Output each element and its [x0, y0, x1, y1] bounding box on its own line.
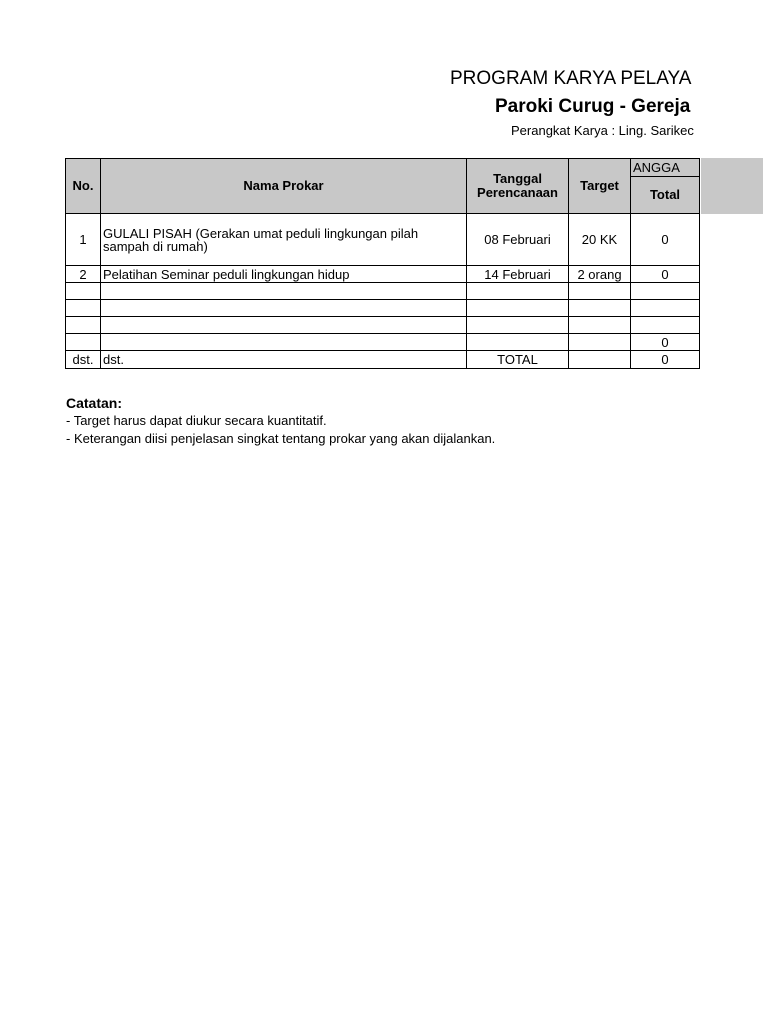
- table-row: [66, 266, 700, 283]
- table-row: [66, 300, 700, 317]
- cell-target[interactable]: [569, 334, 631, 351]
- document-title: PROGRAM KARYA PELAYA: [450, 68, 692, 89]
- note-line: - Target harus dapat diukur secara kuantitatif.: [66, 413, 327, 428]
- col-header-nama-prokar: Nama Prokar: [101, 159, 467, 214]
- cell-tanggal[interactable]: 14 Februari: [467, 266, 569, 283]
- grand-total[interactable]: 0: [631, 351, 700, 369]
- cell-nama-prokar[interactable]: [101, 283, 467, 300]
- cell-tanggal[interactable]: [467, 317, 569, 334]
- table-row: [66, 317, 700, 334]
- cell-nama-prokar[interactable]: [101, 300, 467, 317]
- total-label[interactable]: TOTAL: [467, 351, 569, 369]
- cell-target[interactable]: 2 orang: [569, 266, 631, 283]
- cell-tanggal[interactable]: [467, 283, 569, 300]
- cell-target[interactable]: [569, 317, 631, 334]
- cell-tanggal[interactable]: [467, 334, 569, 351]
- cell-nama-prokar[interactable]: [101, 317, 467, 334]
- col-header-target: Target: [569, 159, 631, 214]
- notes-heading: Catatan:: [66, 395, 123, 411]
- cell-tanggal[interactable]: [467, 300, 569, 317]
- cell-no[interactable]: 2: [66, 266, 101, 283]
- cell-tanggal[interactable]: 08 Februari: [467, 214, 569, 266]
- cell-nama-prokar[interactable]: [101, 334, 467, 351]
- parish-name: Paroki Curug - Gereja: [495, 96, 691, 117]
- cell-target[interactable]: 20 KK: [569, 214, 631, 266]
- cell-no[interactable]: dst.: [66, 351, 101, 369]
- cell-target[interactable]: [569, 351, 631, 369]
- notes-section: [66, 394, 495, 448]
- table-total-row: [66, 351, 700, 369]
- cell-total[interactable]: [631, 283, 700, 300]
- cell-no[interactable]: 1: [66, 214, 101, 266]
- cell-nama-prokar[interactable]: GULALI PISAH (Gerakan umat peduli lingkungan pilah sampah di rumah): [101, 214, 467, 266]
- cell-total[interactable]: 0: [631, 266, 700, 283]
- table-row: [66, 283, 700, 300]
- col-header-no: No.: [66, 159, 101, 214]
- col-header-anggaran: ANGGA: [631, 159, 700, 177]
- cell-total[interactable]: 0: [631, 334, 700, 351]
- cell-target[interactable]: [569, 283, 631, 300]
- program-table-container: [65, 158, 700, 369]
- cell-target[interactable]: [569, 300, 631, 317]
- col-header-total: Total: [631, 177, 700, 214]
- cell-nama-prokar[interactable]: dst.: [101, 351, 467, 369]
- table-row: [66, 214, 700, 266]
- note-line: - Keterangan diisi penjelasan singkat tentang prokar yang akan dijalankan.: [66, 431, 496, 446]
- cell-total[interactable]: 0: [631, 214, 700, 266]
- header-overflow-band: [701, 158, 763, 214]
- table-row: [66, 334, 700, 351]
- cell-no[interactable]: [66, 334, 101, 351]
- cell-no[interactable]: [66, 283, 101, 300]
- cell-nama-prokar[interactable]: Pelatihan Seminar peduli lingkungan hidup: [101, 266, 467, 283]
- cell-total[interactable]: [631, 317, 700, 334]
- cell-total[interactable]: [631, 300, 700, 317]
- program-table: [65, 158, 700, 369]
- work-unit-label: Perangkat Karya : Ling. Sarikec: [511, 123, 694, 138]
- cell-no[interactable]: [66, 317, 101, 334]
- col-header-tanggal: Tanggal Perencanaan: [467, 159, 569, 214]
- cell-no[interactable]: [66, 300, 101, 317]
